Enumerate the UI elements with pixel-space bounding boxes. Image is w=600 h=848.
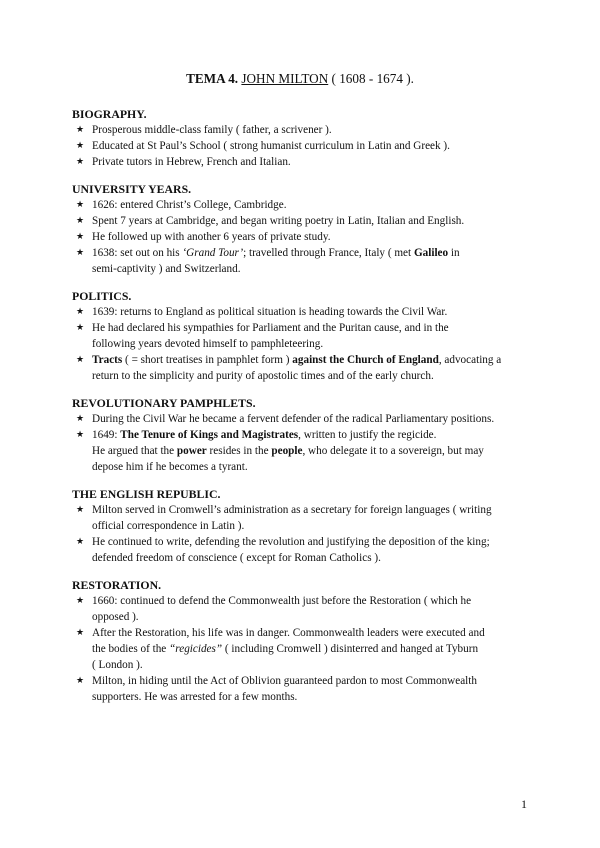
section-english-republic xyxy=(72,486,538,566)
document-body xyxy=(72,106,538,716)
star-bullet-icon: ★ xyxy=(76,248,85,258)
list-item xyxy=(72,625,538,673)
item-text: Private tutors in Hebrew, French and Italian. xyxy=(92,156,291,168)
item-text-bold: The Tenure of Kings and Magistrates xyxy=(120,429,299,441)
item-text: ( London ). xyxy=(92,659,143,671)
star-bullet-icon: ★ xyxy=(76,537,85,547)
item-text: return to the simplicity and purity of apostolic times and of the early church. xyxy=(92,370,434,382)
list-item xyxy=(72,427,538,475)
bullet-list xyxy=(72,411,538,475)
item-text: ( including Cromwell ) disinterred and hanged at Tyburn xyxy=(224,643,479,655)
item-text: Milton served in Cromwell’s administration as a secretary for foreign languages ( writing xyxy=(92,504,492,516)
section-heading: POLITICS. xyxy=(72,289,132,303)
title-dates: ( 1608 - 1674 ). xyxy=(331,71,414,86)
item-text: , who delegate it to a sovereign, but may xyxy=(302,445,484,457)
list-item xyxy=(72,593,538,625)
item-text-bold: people xyxy=(271,445,303,457)
item-text-bold: Tracts xyxy=(92,354,123,366)
star-bullet-icon: ★ xyxy=(76,505,85,515)
star-bullet-icon: ★ xyxy=(76,596,85,606)
section-restoration xyxy=(72,577,538,705)
title-prefix: TEMA 4. xyxy=(186,71,239,86)
star-bullet-icon: ★ xyxy=(76,628,85,638)
item-text-bold: against the Church of England xyxy=(292,354,439,366)
star-bullet-icon: ★ xyxy=(76,141,85,151)
section-heading: BIOGRAPHY. xyxy=(72,107,147,121)
page-title xyxy=(0,70,600,88)
item-text: 1638: set out on his xyxy=(92,247,180,259)
star-bullet-icon: ★ xyxy=(76,157,85,167)
list-item xyxy=(72,197,538,213)
bullet-list xyxy=(72,122,538,170)
item-text: He argued that the xyxy=(92,445,175,457)
item-text: in xyxy=(450,247,460,259)
star-bullet-icon: ★ xyxy=(76,414,85,424)
list-item xyxy=(72,411,538,427)
star-bullet-icon: ★ xyxy=(76,676,85,686)
item-text: ( = short treatises in pamphlet form ) xyxy=(125,354,290,366)
star-bullet-icon: ★ xyxy=(76,216,85,226)
item-text: Milton, in hiding until the Act of Oblivion guaranteed pardon to most Commonwealth xyxy=(92,675,477,687)
section-university-years xyxy=(72,181,538,277)
item-text: , written to justify the regicide. xyxy=(298,429,437,441)
item-text: official correspondence in Latin ). xyxy=(92,520,245,532)
item-text-bold: Galileo xyxy=(413,247,449,259)
bullet-list xyxy=(72,197,538,277)
section-heading: RESTORATION. xyxy=(72,578,162,592)
item-text: opposed ). xyxy=(92,611,139,623)
item-text: After the Restoration, his life was in danger. Commonwealth leaders were executed and xyxy=(92,627,485,639)
item-text: He followed up with another 6 years of private study. xyxy=(92,231,331,243)
star-bullet-icon: ★ xyxy=(76,355,85,365)
section-revolutionary-pamphlets xyxy=(72,395,538,475)
item-text: , advocating a xyxy=(438,354,502,366)
list-item xyxy=(72,213,538,229)
list-item xyxy=(72,245,538,277)
item-text: During the Civil War he became a fervent defender of the radical Parliamentary positions. xyxy=(92,413,495,425)
list-item xyxy=(72,320,538,352)
star-bullet-icon: ★ xyxy=(76,430,85,440)
item-text: semi-captivity ) and Switzerland. xyxy=(92,263,241,275)
title-name: JOHN MILTON xyxy=(241,71,329,86)
star-bullet-icon: ★ xyxy=(76,125,85,135)
item-text: ; travelled through France, Italy ( met xyxy=(243,247,412,259)
section-heading: REVOLUTIONARY PAMPHLETS. xyxy=(72,396,256,410)
item-text-bold: power xyxy=(176,445,207,457)
item-text: resides in the xyxy=(209,445,269,457)
page-number: 1 xyxy=(521,797,527,811)
bullet-list xyxy=(72,304,538,384)
item-text: defended freedom of conscience ( except for Roman Catholics ). xyxy=(92,552,381,564)
item-text: the bodies of the xyxy=(92,643,167,655)
item-text: 1639: returns to England as political situation is heading towards the Civil War. xyxy=(92,306,448,318)
list-item xyxy=(72,352,538,384)
list-item xyxy=(72,304,538,320)
star-bullet-icon: ★ xyxy=(76,323,85,333)
list-item xyxy=(72,229,538,245)
item-text: Educated at St Paul’s School ( strong humanist curriculum in Latin and Greek ). xyxy=(92,140,450,152)
list-item xyxy=(72,534,538,566)
section-politics xyxy=(72,288,538,384)
star-bullet-icon: ★ xyxy=(76,200,85,210)
item-text: He continued to write, defending the revolution and justifying the deposition of the king; xyxy=(92,536,490,548)
list-item xyxy=(72,673,538,705)
list-item xyxy=(72,138,538,154)
item-text: He had declared his sympathies for Parliament and the Puritan cause, and in the xyxy=(92,322,449,334)
list-item xyxy=(72,122,538,138)
section-heading: UNIVERSITY YEARS. xyxy=(72,182,192,196)
item-text-italic: ‘Grand Tour’ xyxy=(182,247,244,259)
section-heading: THE ENGLISH REPUBLIC. xyxy=(72,487,221,501)
list-item xyxy=(72,154,538,170)
item-text: following years devoted himself to pamphleteering. xyxy=(92,338,324,350)
item-text: 1660: continued to defend the Commonwealth just before the Restoration ( which he xyxy=(92,595,472,607)
item-text: depose him if he becomes a tyrant. xyxy=(92,461,248,473)
star-bullet-icon: ★ xyxy=(76,232,85,242)
item-text: Spent 7 years at Cambridge, and began writing poetry in Latin, Italian and English. xyxy=(92,215,465,227)
item-text: 1649: xyxy=(92,429,118,441)
section-biography xyxy=(72,106,538,170)
item-text: Prosperous middle-class family ( father, a scrivener ). xyxy=(92,124,332,136)
list-item xyxy=(72,502,538,534)
item-text: 1626: entered Christ’s College, Cambridge. xyxy=(92,199,287,211)
bullet-list xyxy=(72,502,538,566)
star-bullet-icon: ★ xyxy=(76,307,85,317)
bullet-list xyxy=(72,593,538,705)
item-text: supporters. He was arrested for a few months. xyxy=(92,691,298,703)
item-text-italic: “regicides” xyxy=(169,643,223,655)
